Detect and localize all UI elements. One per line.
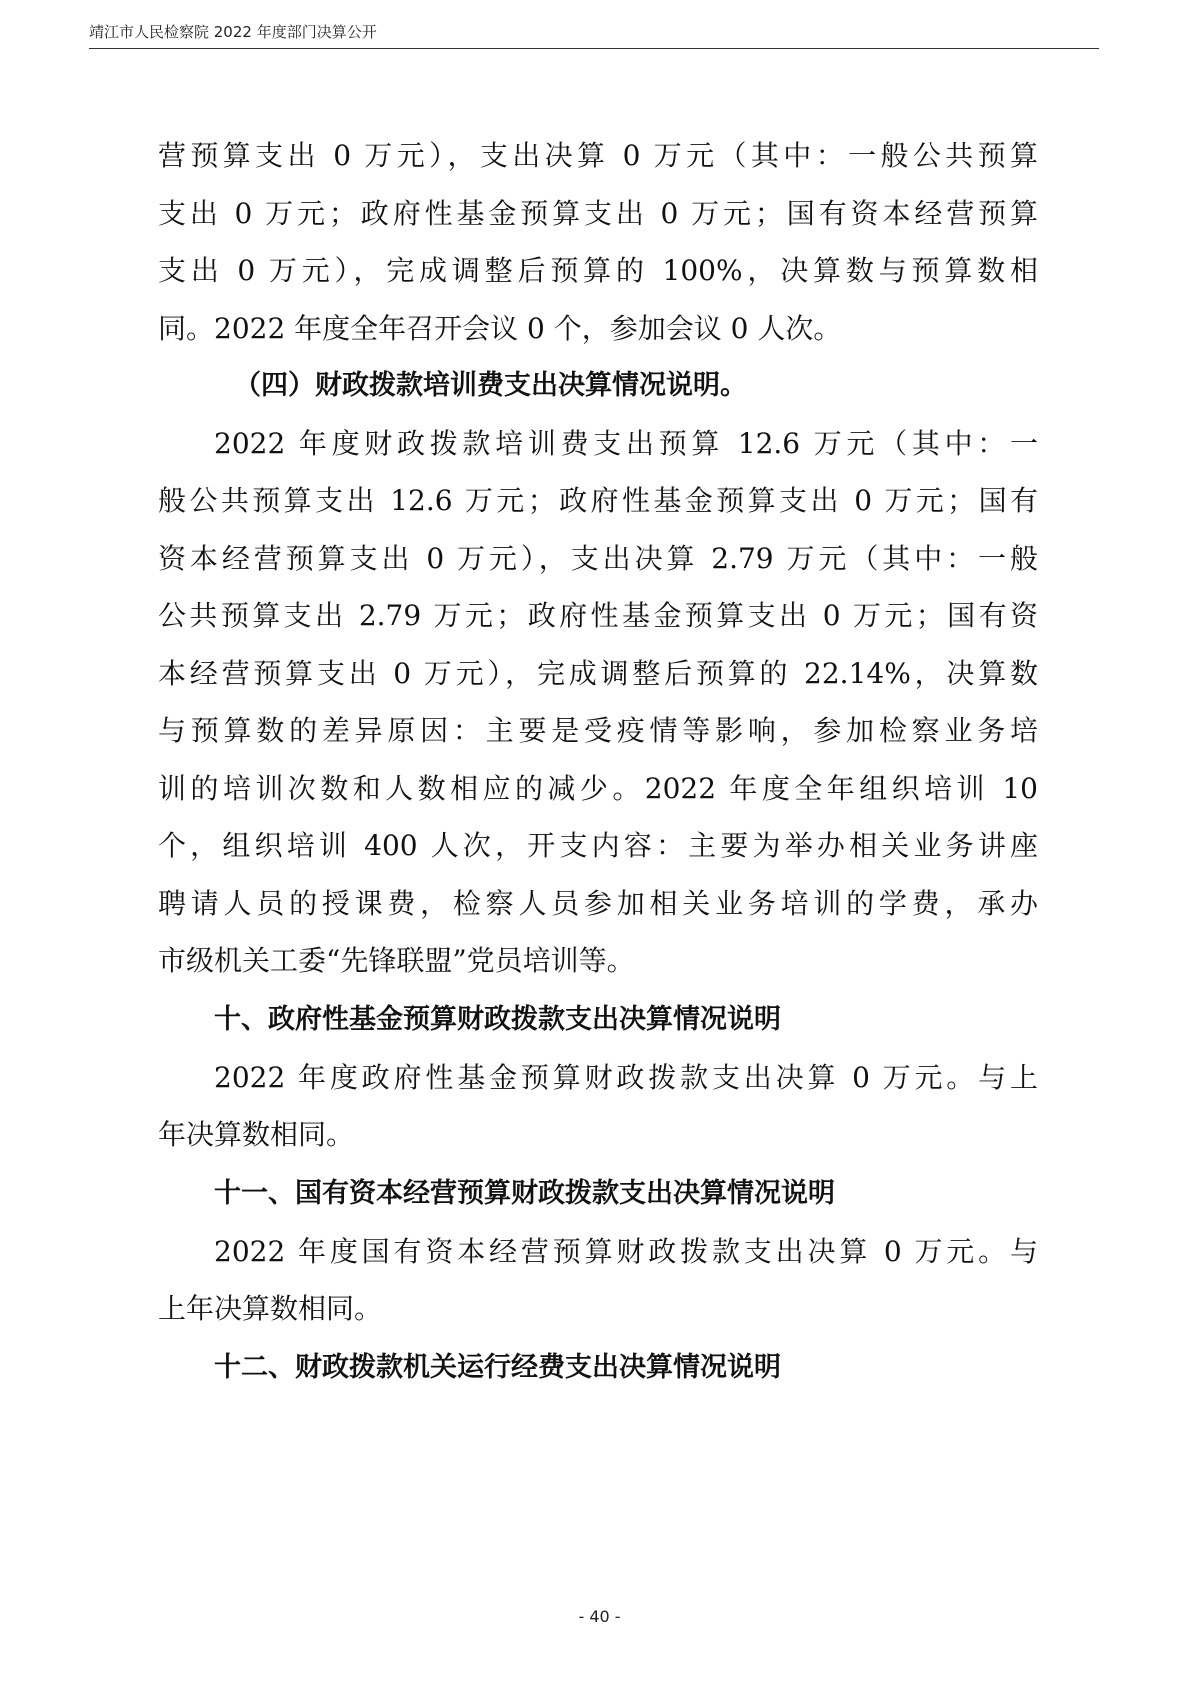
section-heading-state-capital: 十一、国有资本经营预算财政拨款支出决算情况说明 [214,1178,835,1209]
paragraph-line: 年决算数相同。 [158,1118,355,1151]
paragraph-line: 公共预算支出 2.79 万元；政府性基金预算支出 0 万元；国有资 [158,599,1038,632]
paragraph-line: 营预算支出 0 万元），支出决算 0 万元（其中：一般公共预算 [158,139,1038,172]
paragraph-line: 本经营预算支出 0 万元），完成调整后预算的 22.14%，决算数 [158,657,1038,690]
paragraph-line: 资本经营预算支出 0 万元），支出决算 2.79 万元（其中：一般 [158,542,1038,575]
section-heading-gov-fund: 十、政府性基金预算财政拨款支出决算情况说明 [214,1004,781,1035]
paragraph-line: 个，组织培训 400 人次，开支内容：主要为举办相关业务讲座 [158,829,1038,862]
section-heading-training: （四）财政拨款培训费支出决算情况说明。 [234,370,747,401]
header-title: 靖江市人民检察院 2022 年度部门决算公开 [89,23,377,41]
paragraph-line: 2022 年度财政拨款培训费支出预算 12.6 万元（其中：一 [214,427,1038,460]
paragraph-line: 训的培训次数和人数相应的减少。2022 年度全年组织培训 10 [158,772,1038,805]
section-heading-operating: 十二、财政拨款机关运行经费支出决算情况说明 [214,1352,781,1383]
paragraph-line: 支出 0 万元；政府性基金预算支出 0 万元；国有资本经营预算 [158,197,1038,230]
page-number: - 40 - [578,1607,621,1626]
paragraph-line: 支出 0 万元），完成调整后预算的 100%，决算数与预算数相 [158,254,1038,287]
paragraph-line: 同。2022 年度全年召开会议 0 个，参加会议 0 人次。 [158,312,842,345]
paragraph-line: 般公共预算支出 12.6 万元；政府性基金预算支出 0 万元；国有 [158,484,1038,517]
paragraph-line: 与预算数的差异原因：主要是受疫情等影响，参加检察业务培 [158,714,1038,747]
paragraph-line: 市级机关工委“先锋联盟”党员培训等。 [158,944,635,977]
paragraph-line: 2022 年度国有资本经营预算财政拨款支出决算 0 万元。与 [214,1235,1038,1268]
paragraph-line: 聘请人员的授课费，检察人员参加相关业务培训的学费，承办 [158,887,1038,920]
page-header [89,22,1099,49]
paragraph-line: 上年决算数相同。 [158,1292,383,1325]
paragraph-line: 2022 年度政府性基金预算财政拨款支出决算 0 万元。与上 [214,1061,1038,1094]
